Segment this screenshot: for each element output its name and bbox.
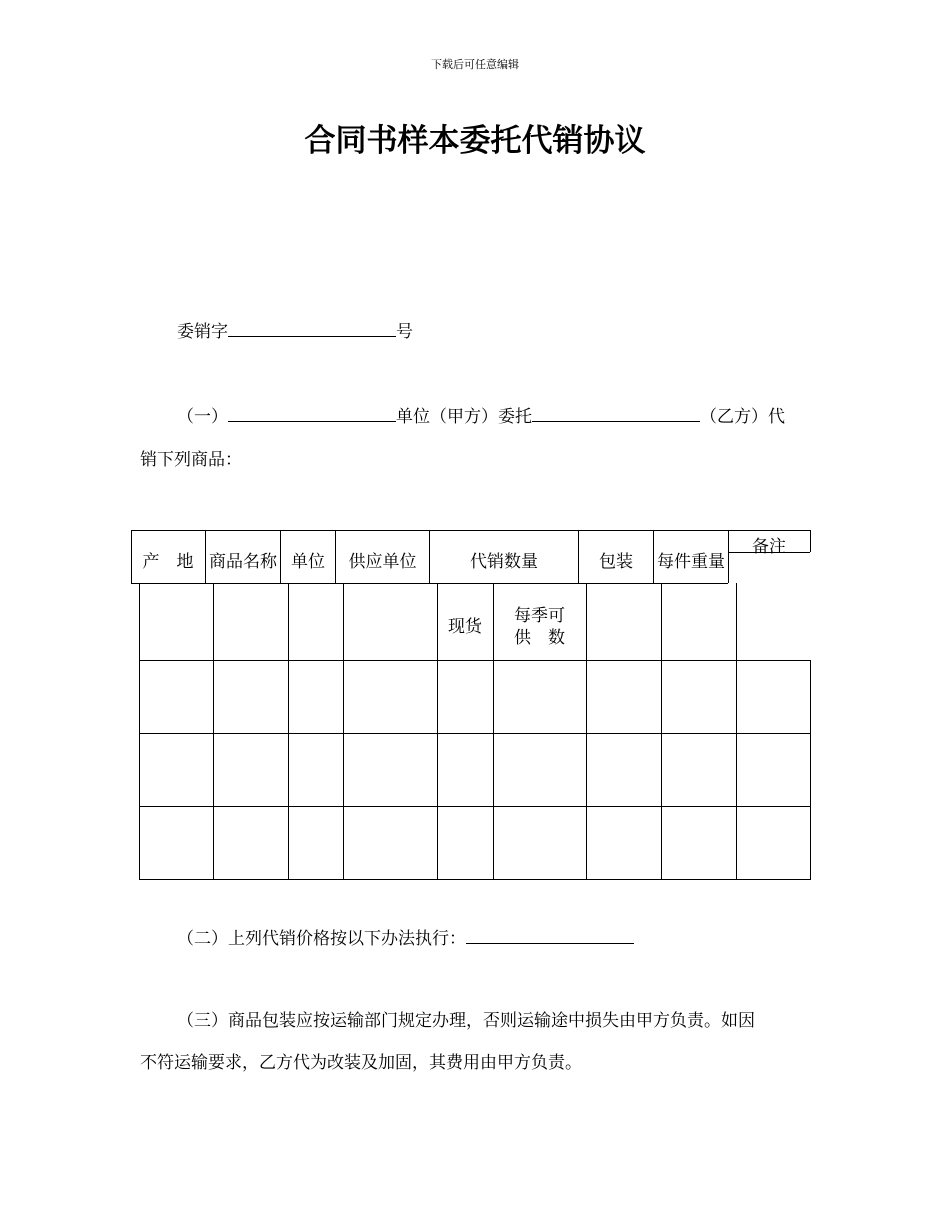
clause1-prefix: （一） — [177, 407, 228, 427]
header-origin: 产 地 — [142, 552, 194, 572]
clause3-line2: 不符运输要求，乙方代为改装及加固，其费用由甲方负责。 — [140, 1053, 582, 1073]
subheader-in-stock: 现货 — [448, 617, 482, 637]
header-product-name: 商品名称 — [209, 552, 277, 572]
header-supplier: 供应单位 — [348, 552, 417, 572]
header-consign-qty: 代销数量 — [470, 552, 538, 572]
price-method-blank[interactable] — [466, 925, 634, 944]
clause2-line — [177, 925, 634, 951]
header-unit: 单位 — [291, 552, 325, 572]
clause2-text: （二）上列代销价格按以下办法执行： — [177, 929, 466, 949]
header-packing: 包装 — [599, 552, 633, 572]
subheader-seasonal-line2: 供 数 — [514, 628, 565, 648]
clause1-middle: 单位（甲方）委托 — [396, 407, 532, 427]
clause1-line2: 销下列商品： — [140, 450, 242, 470]
header-remarks: 备注 — [752, 537, 786, 557]
serial-suffix: 号 — [396, 322, 413, 342]
clause3-line1: （三）商品包装应按运输部门规定办理，否则运输途中损失由甲方负责。如因 — [177, 1011, 755, 1031]
header-note: 下载后可任意编辑 — [431, 58, 519, 71]
subheader-seasonal-line1: 每季可 — [514, 606, 565, 626]
serial-prefix: 委销字 — [177, 322, 228, 342]
document-title: 合同书样本委托代销协议 — [304, 123, 646, 159]
clause1-suffix: （乙方）代 — [700, 407, 785, 427]
header-unit-weight: 每件重量 — [657, 552, 725, 572]
